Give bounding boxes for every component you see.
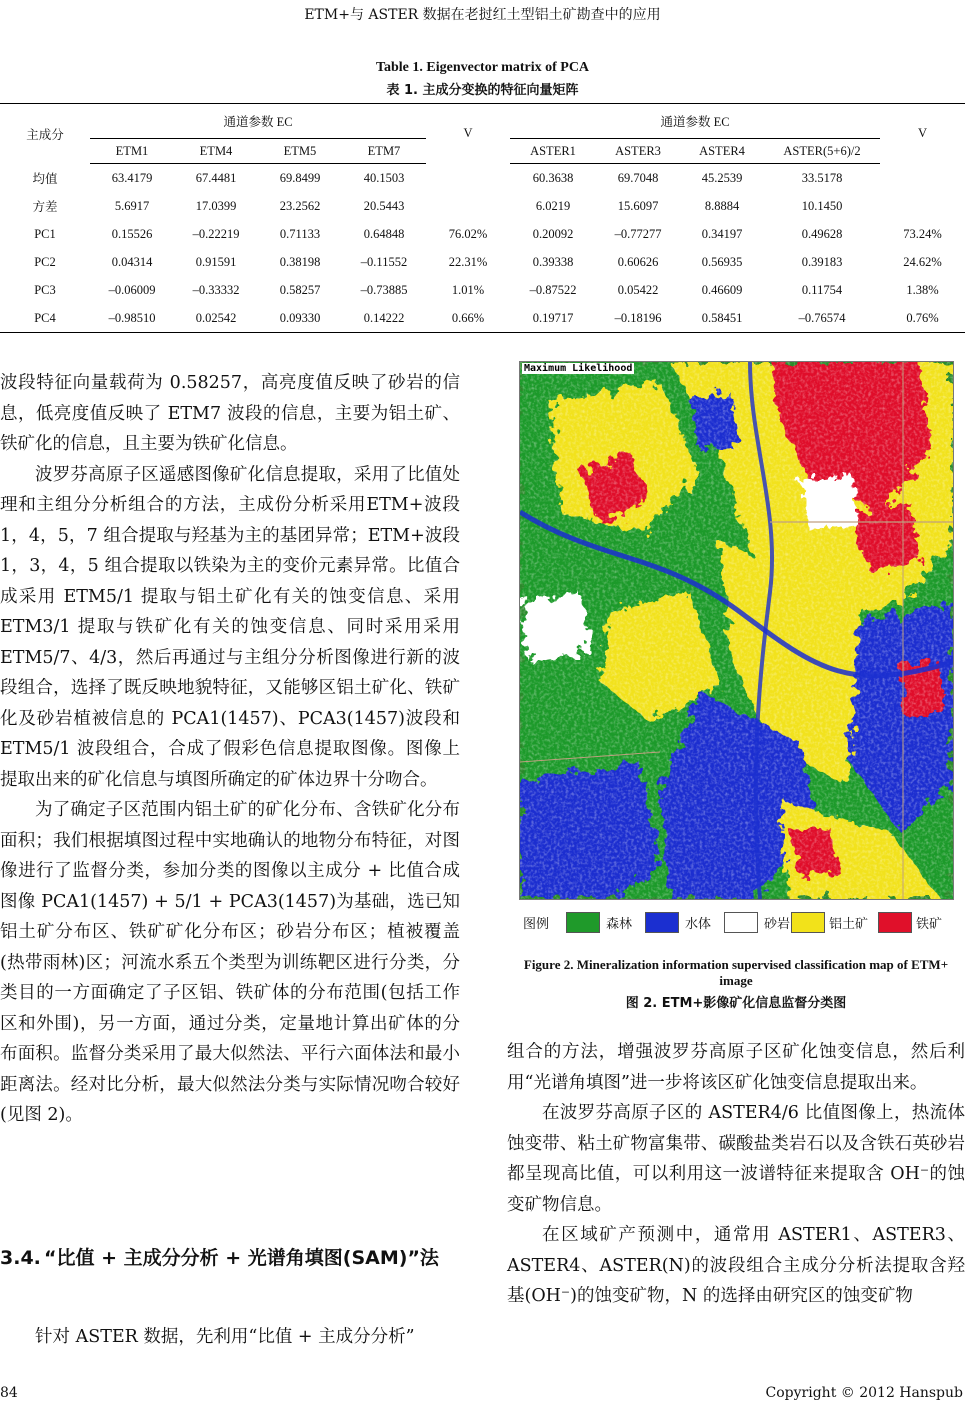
- table-row: [0, 220, 965, 248]
- table-cell: 0.56935: [701, 254, 743, 269]
- legend-swatch: [724, 912, 758, 933]
- table-cell: –0.18196: [614, 310, 662, 325]
- table-cell: 76.02%: [448, 226, 488, 241]
- table-cell: 0.04314: [111, 254, 153, 269]
- table-cell: 40.1503: [363, 170, 405, 185]
- header-v-left: V: [463, 126, 473, 141]
- table-cell: 17.0399: [195, 198, 237, 213]
- eigenvector-table: [0, 103, 965, 333]
- table-cell: 23.2562: [279, 198, 321, 213]
- table-cell: 20.5443: [363, 198, 405, 213]
- table-cell: –0.11552: [360, 254, 408, 269]
- table-cell: –0.98510: [108, 310, 156, 325]
- table-cell: 0.39183: [801, 254, 843, 269]
- header-v-right: V: [917, 126, 928, 141]
- table-cell: 0.02542: [195, 310, 237, 325]
- table-cell: 均值: [32, 171, 58, 186]
- table-row: [0, 192, 965, 220]
- table-cell: –0.06009: [108, 282, 156, 297]
- table-cell: 45.2539: [701, 170, 743, 185]
- table-cell: 33.5178: [801, 170, 843, 185]
- figure-caption-cn: 图 2. ETM+影像矿化信息监督分类图: [625, 996, 847, 1011]
- table-cell: 22.31%: [448, 254, 488, 269]
- table-cell: –0.76574: [798, 310, 846, 325]
- paragraph: 为了确定子区范围内铝土矿的矿化分布、含铁矿化分布面积；我们根据填图过程中实地确认的地物分布特征，对图像进行了监督分类，参加分类的图像以主成分 + 比值合成图像 PCA1(1457) + 5/1 + PCA3(1457)为基础，选已知铝土矿分布区、铁矿矿化分布区；砂岩分布区；植被覆盖(热带雨林)区；河流水系五个类型为训练靶区进行分类，分类目的一方面确定了子区铝、铁矿体的分布范围(包括工作区和外围)，另一方面，通过分类，定量地计算出矿体的分布面积。监督分类采用了最大似然法、平行六面体法和最小距离法。经对比分析，最大似然法分类与实际情况吻合较好(见图 2)。: [0, 800, 460, 1125]
- table-cell: 0.60626: [617, 254, 659, 269]
- page-number: 84: [0, 1385, 18, 1401]
- table-cell: 0.91591: [195, 254, 237, 269]
- header-ec-right: 通道参数 EC: [510, 104, 880, 139]
- col-header: ETM4: [174, 139, 258, 164]
- legend-swatch: [566, 912, 600, 933]
- table-cell: 0.20092: [532, 226, 574, 241]
- table-cell: 60.3638: [532, 170, 574, 185]
- table-cell: 67.4481: [195, 170, 237, 185]
- table-cell: 24.62%: [903, 254, 942, 269]
- table-cell: 0.05422: [617, 282, 659, 297]
- copyright: Copyright © 2012 Hanspub: [765, 1385, 963, 1401]
- table-cell: PC3: [34, 282, 56, 297]
- col-header: ASTER4: [680, 139, 764, 164]
- section-number: 3.4.: [0, 1247, 41, 1269]
- classification-map-image: [520, 362, 953, 899]
- table-cell: –0.73885: [360, 282, 408, 297]
- table-cell: [426, 192, 510, 220]
- table-cell: 0.66%: [451, 310, 485, 325]
- col-header: ETM7: [342, 139, 426, 164]
- legend-swatch: [878, 912, 912, 933]
- table-cell: 1.38%: [906, 282, 939, 297]
- figure-caption-en: Figure 2. Mineralization information supervised classification map of ETM+ image: [523, 957, 949, 988]
- table-cell: 6.0219: [535, 198, 571, 213]
- table-cell: –0.77277: [614, 226, 662, 241]
- table-row: [0, 304, 965, 333]
- table-cell: 0.76%: [906, 310, 939, 325]
- table-cell: 0.34197: [701, 226, 743, 241]
- table-cell: 73.24%: [903, 226, 942, 241]
- map-legend: 图例 森林 水体 砂岩 铝土矿 铁矿: [521, 911, 961, 933]
- table-row: [0, 276, 965, 304]
- paragraph: 波罗芬高原子区遥感图像矿化信息提取，采用了比值处理和主组分分析组合的方法，主成份分析采用ETM+波段 1，4，5，7 组合提取与羟基为主的基团异常；ETM+波段 1，3，4，5 组合提取以铁染为主的变价元素异常。比值合成采用 ETM5/1 提取与铝土矿化有关的蚀变信息、采用 ETM3/1 提取与铁矿化有关的蚀变信息、同时采用采用 ETM5/7、4/3，然后再通过与主组分分析图像进行新的波段组合，选择了既反映地貌特征，又能够区铝土矿化、铁矿化及砂岩植被信息的 PCA1(1457)、PCA3(1457)波段和 ETM5/1 波段组合，合成了假彩色信息提取图像。图像上提取出来的矿化信息与填图所确定的矿体边界十分吻合。: [0, 464, 460, 790]
- classification-map: [519, 361, 954, 900]
- table-caption-cn: 表 1. 主成分变换的特征向量矩阵: [386, 83, 579, 98]
- table-cell: –0.33332: [192, 282, 240, 297]
- table-cell: 0.15526: [111, 226, 153, 241]
- table-cell: –0.22219: [192, 226, 240, 241]
- table-cell: 0.39338: [532, 254, 574, 269]
- table-cell: [426, 164, 510, 193]
- section-title: “比值 + 主成分分析 + 光谱角填图(SAM)”法: [44, 1247, 439, 1269]
- table-cell: PC1: [34, 226, 56, 241]
- table-cell: 0.19717: [532, 310, 574, 325]
- paragraph: 在区域矿产预测中，通常用 ASTER1、ASTER3、ASTER4、ASTER(N)的波段组合主成分分析法提取含羟基(OH⁻)的蚀变矿物，N 的选择由研究区的蚀变矿物: [507, 1225, 965, 1306]
- table-cell: 0.46609: [701, 282, 743, 297]
- table-cell: 0.64848: [363, 226, 405, 241]
- table-cell: 5.6917: [114, 198, 150, 213]
- legend-swatch: [791, 912, 825, 933]
- col-header: ETM5: [258, 139, 342, 164]
- table-cell: 0.71133: [279, 226, 321, 241]
- col-header: ASTER1: [510, 139, 596, 164]
- paragraph: 组合的方法，增强波罗芬高原子区矿化蚀变信息，然后利用“光谱角填图”进一步将该区矿化蚀变信息提取出来。: [507, 1042, 965, 1093]
- table-cell: 0.58257: [279, 282, 321, 297]
- header-ec-left: 通道参数 EC: [90, 104, 426, 139]
- paragraph: 波段特征向量载荷为 0.58257，高亮度值反映了砂岩的信息，低亮度值反映了 ETM7 波段的信息，主要为铝土矿、铁矿化的信息，且主要为铁矿化信息。: [0, 373, 460, 454]
- paragraph: 在波罗芬高原子区的 ASTER4/6 比值图像上，热流体蚀变带、粘土矿物富集带、碳酸盐类岩石以及含铁石英砂岩都呈现高比值，可以利用这一波谱特征来提取含 OH⁻的蚀变矿物信息。: [507, 1103, 965, 1215]
- col-header: ETM1: [90, 139, 174, 164]
- right-column: [507, 1037, 965, 1312]
- header-pc: 主成分: [26, 127, 64, 142]
- table-cell: PC2: [34, 254, 56, 269]
- left-column-continued: [0, 1322, 460, 1353]
- table-row: [0, 164, 965, 193]
- col-header: ASTER(5+6)/2: [764, 139, 880, 164]
- table-cell: 0.38198: [279, 254, 321, 269]
- table-cell: 8.8884: [704, 198, 740, 213]
- table-cell: 0.49628: [801, 226, 843, 241]
- col-header: ASTER3: [596, 139, 680, 164]
- paragraph: 针对 ASTER 数据，先利用“比值 + 主成分分析”: [35, 1327, 415, 1347]
- table-cell: [880, 192, 965, 220]
- table-cell: 69.7048: [617, 170, 659, 185]
- table-cell: [880, 164, 965, 193]
- table-cell: 10.1450: [801, 198, 843, 213]
- table-caption-en: Table 1. Eigenvector matrix of PCA: [375, 60, 590, 75]
- left-column: [0, 368, 460, 1131]
- table-cell: 0.11754: [801, 282, 843, 297]
- table-cell: PC4: [34, 310, 56, 325]
- legend-swatch: [645, 912, 679, 933]
- section-heading: [0, 1242, 460, 1274]
- table-cell: 69.8499: [279, 170, 321, 185]
- table-cell: 方差: [32, 200, 58, 214]
- map-label: Maximum Likelihood: [524, 363, 633, 374]
- table-cell: 0.09330: [279, 310, 321, 325]
- table-cell: 0.14222: [363, 310, 405, 325]
- running-header: ETM+与 ASTER 数据在老挝红土型铝土矿勘查中的应用: [304, 7, 661, 23]
- table-cell: 63.4179: [111, 170, 153, 185]
- table-cell: 1.01%: [451, 282, 485, 297]
- table-cell: 15.6097: [617, 198, 659, 213]
- table-cell: 0.58451: [701, 310, 743, 325]
- table-cell: –0.87522: [529, 282, 577, 297]
- table-row: [0, 248, 965, 276]
